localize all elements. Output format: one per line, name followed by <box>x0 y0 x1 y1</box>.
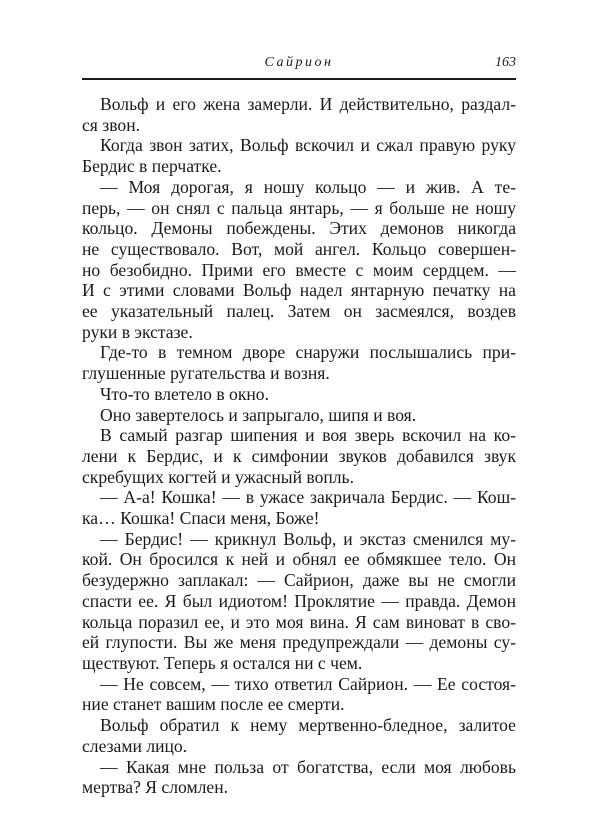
text-line: не существовало. Вот, мой ангел. Кольцо совершен- <box>82 238 516 259</box>
text-line: безудержно заплакал: — Сайрион, даже вы не смогли <box>82 570 516 591</box>
text-line: глушенные ругательства и возня. <box>82 363 330 384</box>
text-line: Вольф и его жена замерли. И действительно, раздал- <box>100 94 516 114</box>
paragraph <box>82 135 516 176</box>
text-line: лени к Бердис, и к симфонии звуков добавился звук <box>82 445 516 466</box>
running-head <box>82 53 516 75</box>
text-line: руки в экстазе. <box>82 321 193 342</box>
text-line: кольцо. Демоны побеждены. Этих демонов никогда <box>82 218 516 239</box>
running-title: Сайрион <box>264 55 334 70</box>
text-line: мертва? Я сломлен. <box>82 777 229 798</box>
paragraph <box>82 405 516 426</box>
page-number: 163 <box>495 55 516 70</box>
paragraph <box>82 487 516 528</box>
paragraph <box>82 529 516 674</box>
text-line: кой. Он бросился к ней и обнял ее обмякшее тело. Он <box>82 549 516 570</box>
text-line: скребущих когтей и ужасный вопль. <box>82 466 354 487</box>
text-line: ка… Кошка! Спаси меня, Боже! <box>82 508 320 529</box>
text-line: Оно завертелось и запрыгало, шипя и воя. <box>100 404 417 425</box>
text-line: Что-то влетело в окно. <box>100 383 269 404</box>
text-line: ние станет вашим после ее смерти. <box>82 694 345 715</box>
text-line: — Моя дорогая, я ношу кольцо — и жив. А те- <box>100 176 516 197</box>
body-text <box>82 94 516 798</box>
text-line: Где-то в темном дворе снаружи послышались при- <box>100 342 516 363</box>
text-line: — Бердис! — крикнул Вольф, и экстаз сменился му- <box>100 528 516 549</box>
text-line: ее указательный палец. Затем он засмеялся, воздев <box>82 301 516 322</box>
text-line: Когда звон затих, Вольф вскочил и сжал правую руку <box>100 135 516 156</box>
paragraph <box>82 342 516 383</box>
text-line: ся звон. <box>82 114 141 135</box>
paragraph <box>82 757 516 798</box>
text-line: — Какая мне польза от богатства, если моя любовь <box>100 756 516 777</box>
paragraph <box>82 94 516 135</box>
text-line: слезами лицо. <box>82 735 188 756</box>
text-line: И с этими словами Вольф надел янтарную печатку на <box>82 280 516 301</box>
text-line: ей глупости. Вы же меня предупреждали — демоны су- <box>82 632 516 653</box>
text-line: ществуют. Теперь я остался ни с чем. <box>82 652 363 673</box>
paragraph <box>82 715 516 756</box>
paragraph <box>82 425 516 487</box>
text-line: — А-а! Кошка! — в ужасе закричала Бердис. — Кош- <box>100 487 516 508</box>
text-line: — Не совсем, — тихо ответил Сайрион. — Ее состоя- <box>100 673 516 694</box>
text-line: но безобидно. Прими его вместе с моим сердцем. — <box>82 259 516 280</box>
paragraph <box>82 674 516 715</box>
paragraph <box>82 177 516 343</box>
paragraph <box>82 384 516 405</box>
text-line: В самый разгар шипения и воя зверь вскочил на ко- <box>100 425 516 446</box>
text-line: кольца поразил ее, и это моя вина. Я сам виноват в сво- <box>82 611 516 632</box>
text-line: перь, — он снял с пальца янтарь, — я больше не ношу <box>82 197 516 218</box>
text-line: Бердис в перчатке. <box>82 156 222 177</box>
header-rule <box>82 78 516 80</box>
text-line: спасти ее. Я был идиотом! Проклятие — правда. Демон <box>82 590 516 611</box>
text-line: Вольф обратил к нему мертвенно-бледное, залитое <box>100 715 516 736</box>
